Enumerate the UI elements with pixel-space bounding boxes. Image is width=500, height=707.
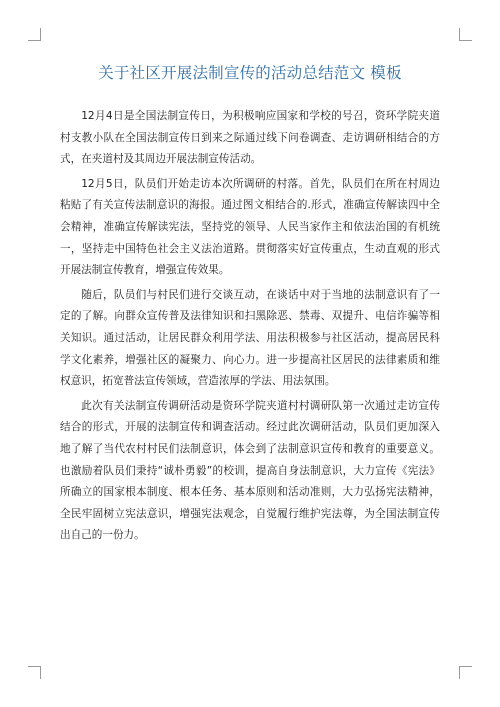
document-title: 关于社区开展法制宣传的活动总结范文 模板 xyxy=(98,64,402,82)
body-paragraph-4: 此次有关法制宣传调研活动是资环学院夹道村村调研队第一次通过走访宣传结合的形式，开展的法制宣传和调查活动。经过此次调研活动，队员们更加深入地了解了当代农村村民们法制意识，体会到了法制意识宣传和教育的重要意义。也激励着队员们秉持“诚朴勇毅”的校训，提高自身法制意识，大力宣传《宪法》所确立的国家根本制度、根本任务、基本原则和活动准则，大力弘扬宪法精神，全民牢固树立宪法意识，增强宪法观念，自觉履行维护宪法尊，为全国法制宣传出自己的一份力。 xyxy=(60,399,440,542)
body-paragraph-3: 随后，队员们与村民们进行交谈互动，在谈话中对于当地的法制意识有了一定的了解。向群众宣传普及法律知识和扫黑除恶、禁毒、双提升、电信诈骗等相关知识。通过活动，让居民群众利用学法、用法积极参与社区活动，提高居民科学文化素养，增强社区的凝聚力、向心力。进一步提高社区居民的法律素质和维权意识，拓宽普法宣传领域，营造浓厚的学法、用法氛围。 xyxy=(60,288,440,388)
document-page xyxy=(60,62,440,550)
page-corner-mark-top-right xyxy=(459,28,472,41)
page-corner-mark-bottom-right xyxy=(459,666,472,679)
page-corner-mark-bottom-left xyxy=(28,666,41,679)
body-paragraph-2: 12月5日，队员们开始走访本次所调研的村落。首先，队员们在所在村周边粘贴了有关宣传法制意识的海报。通过图文相结合的.形式，准确宣传解读四中全会精神，准确宣传解读宪法，坚持党的领导、人民当家作主和依法治国的有机统一，坚持走中国特色社会主义法治道路。贯彻落实好宣传重点，生动直观的形式开展法制宣传教育，增强宣传效果。 xyxy=(60,177,440,277)
body-paragraph-1: 12月4日是全国法制宣传日，为积极响应国家和学校的号召，资环学院夹道村支教小队在全国法制宣传日到来之际通过线下问卷调查、走访调研相结合的方式，在夹道村及其周边开展法制宣传活动。 xyxy=(60,110,440,166)
page-corner-mark-top-left xyxy=(28,28,41,41)
